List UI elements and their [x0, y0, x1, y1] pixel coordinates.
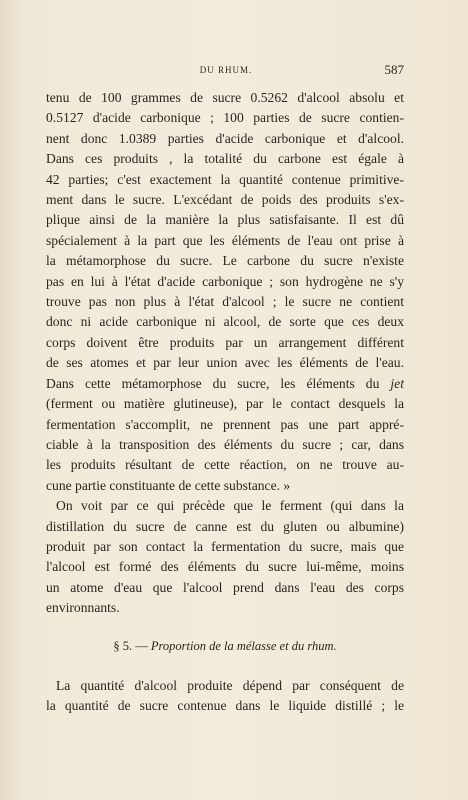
- text-line: plique ainsi de la manière la plus satisfaisante. Il est dû: [46, 212, 404, 228]
- text-line: Dans ces produits , la totalité du carbone est égale à: [46, 151, 404, 167]
- text-line: distillation du sucre de canne est du gluten ou albumine): [46, 518, 404, 534]
- text-line: ment dans le sucre. L'excédant de poids des produits s'ex-: [46, 192, 404, 208]
- text-line: la quantité de sucre contenue dans le liquide distillé ; le: [46, 697, 404, 713]
- section-heading: [46, 639, 404, 654]
- page-number: 587: [384, 62, 404, 77]
- text-line: l'alcool est formé des éléments du sucre lui-même, moins: [46, 559, 404, 575]
- text-line: de ses atomes et par leur union avec les éléments de l'eau.: [46, 355, 404, 371]
- text-line: spécialement à la part que les éléments de l'eau ont prise à: [46, 232, 404, 248]
- text-line: un atome d'eau que l'alcool prend dans l'eau des corps: [46, 579, 404, 595]
- text-line: On voit par ce qui précède que le ferment (qui dans la: [56, 498, 404, 514]
- text-line: nent donc 1.0389 parties d'acide carbonique et d'alcool.: [46, 130, 404, 146]
- text-line: fermentation s'accomplit, ne prennent pas une part appré-: [46, 416, 404, 432]
- body-text: [46, 88, 404, 716]
- text-line: ciable à la transposition des éléments du sucre ; car, dans: [46, 436, 404, 452]
- text-line: pas en lui à l'état d'acide carbonique ; son hydrogène ne s'y: [46, 273, 404, 289]
- paragraph-3: [46, 676, 404, 717]
- page-header: [48, 62, 404, 82]
- text-line: (ferment ou matière glutineuse), par le contact desquels la: [46, 396, 404, 412]
- italic-term: jet: [390, 375, 404, 391]
- text-line: donc ni acide carbonique ni alcool, de sorte que ces deux: [46, 314, 404, 330]
- text-line: corps doivent être produits par un arrangement différent: [46, 334, 404, 350]
- text-segment: Dans cette métamorphose du sucre, les éléments du: [46, 375, 380, 391]
- text-line: produit par son contact la fermentation du sucre, mais que: [46, 538, 404, 554]
- text-line: 42 parties; c'est exactement la quantité contenue primitive-: [46, 171, 404, 187]
- text-line: cune partie constituante de cette substance. »: [46, 477, 291, 493]
- text-line: environnants.: [46, 600, 120, 616]
- paragraph-1: [46, 88, 404, 496]
- text-line: trouve pas non plus à l'état d'alcool ; le sucre ne contient: [46, 294, 404, 310]
- section-title: Proportion de la mélasse et du rhum.: [150, 638, 337, 653]
- paragraph-2: [46, 496, 404, 618]
- text-line: [46, 374, 404, 394]
- text-line: la métamorphose du sucre. Le carbone du sucre n'existe: [46, 253, 404, 269]
- text-line: 0.5127 d'acide carbonique ; 100 parties de sucre contien-: [46, 110, 404, 126]
- section-number: § 5. —: [113, 638, 148, 653]
- text-line: La quantité d'alcool produite dépend par conséquent de: [56, 677, 404, 693]
- running-title: DU RHUM.: [199, 65, 253, 75]
- text-line: tenu de 100 grammes de sucre 0.5262 d'alcool absolu et: [46, 90, 404, 105]
- text-line: les produits résultant de cette réaction, on ne trouve au-: [46, 457, 404, 473]
